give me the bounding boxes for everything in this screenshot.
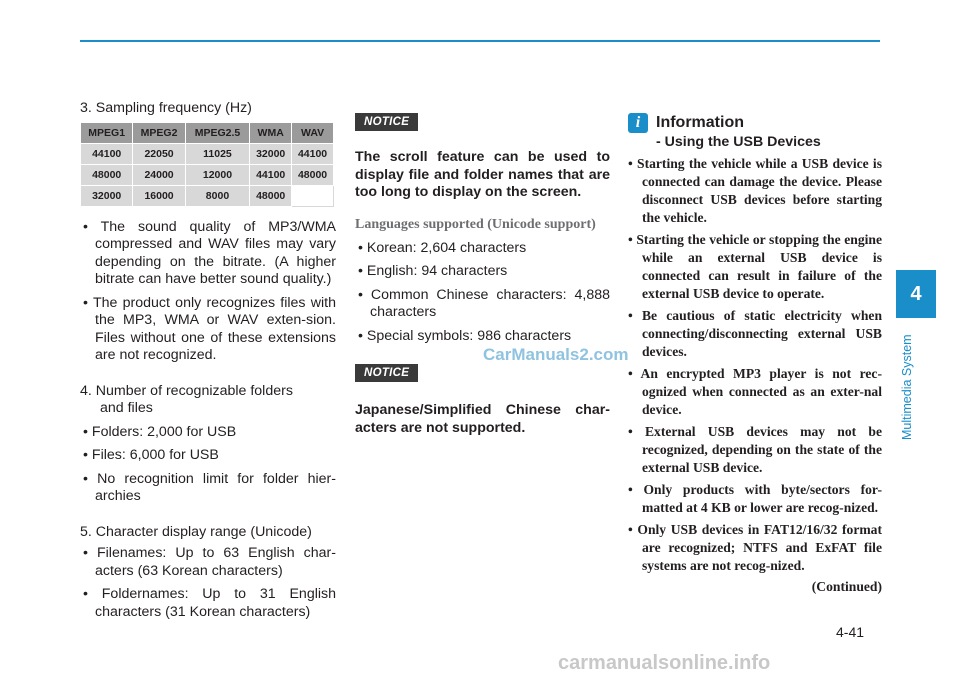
table-cell: 32000 [250, 143, 292, 164]
folders-heading-line1: 4. Number of recognizable folders [80, 382, 293, 399]
info-item: • Only products with byte/sectors for-matted at 4 KB or lower are recog-nized. [628, 482, 882, 515]
language-item: • Korean: 2,604 characters [358, 239, 527, 256]
table-cell: 16000 [133, 185, 185, 206]
filenames-bullet: • Filenames: Up to 63 English char-acters (63 Korean characters) [83, 545, 336, 579]
table-row [81, 143, 334, 164]
hierarchy-bullet: • No recognition limit for folder hier-archies [83, 470, 336, 504]
table-cell: 48000 [81, 164, 133, 185]
table-row [81, 185, 334, 206]
language-item: • Special symbols: 986 characters [358, 327, 572, 344]
table-header-row [81, 122, 334, 143]
table-header: MPEG1 [81, 122, 133, 143]
table-cell: 48000 [292, 164, 334, 185]
table-cell: 44100 [250, 164, 292, 185]
continued-label: (Continued) [811, 579, 882, 594]
scroll-notice-text: The scroll feature can be used to display file and folder names that are too long to display on the screen. [355, 149, 610, 200]
chapter-label: Multimedia System [900, 334, 914, 440]
table-cell: 11025 [185, 143, 250, 164]
foldernames-bullet: • Foldernames: Up to 31 English characters (31 Korean characters) [83, 586, 336, 620]
table-cell: 22050 [133, 143, 185, 164]
table-header: WMA [250, 122, 292, 143]
page-number: 4-41 [836, 624, 865, 640]
table-cell: 32000 [81, 185, 133, 206]
files-bullet: • Files: 6,000 for USB [83, 447, 219, 463]
table-header: MPEG2 [133, 122, 185, 143]
table-cell: 44100 [81, 143, 133, 164]
extension-bullet: • The product only recognizes files with the MP3, WMA or WAV exten-sion. Files without one of these extensions are not recognized. [83, 294, 336, 363]
info-header [628, 113, 882, 133]
notice-badge: NOTICE [355, 113, 418, 131]
notice-badge-2: NOTICE [355, 364, 418, 382]
info-subtitle: - Using the USB Devices [656, 134, 821, 150]
folders-heading [80, 383, 336, 418]
table-cell: 48000 [250, 185, 292, 206]
info-item: • Be cautious of static electricity when connecting/disconnecting external USB devices. [628, 308, 882, 359]
top-rule [80, 40, 880, 42]
table-row [81, 164, 334, 185]
sampling-table [80, 122, 334, 207]
column-3 [628, 113, 882, 595]
watermark: CarManuals2.com [483, 345, 629, 364]
info-item: • Only USB devices in FAT12/16/32 format are recognized; NTFS and ExFAT file systems are not recog-nized. [628, 522, 882, 573]
column-1 [80, 100, 336, 621]
language-item: • Common Chinese characters: 4,888 characters [358, 286, 610, 320]
footer-site-watermark: carmanualsonline.info [558, 652, 771, 674]
table-header: WAV [292, 122, 334, 143]
char-range-heading: 5. Character display range (Unicode) [80, 523, 312, 540]
info-item: • An encrypted MP3 player is not rec-ognized when connected as an exter-nal device. [628, 366, 882, 417]
table-cell: 12000 [185, 164, 250, 185]
table-cell: 44100 [292, 143, 334, 164]
table-cell: 8000 [185, 185, 250, 206]
info-item: • External USB devices may not be recognized, depending on the state of the external USB device. [628, 424, 882, 475]
bitrate-bullet: • The sound quality of MP3/WMA compressed and WAV files may vary depending on the bitrate. (A higher bitrate can have better sound quality.) [83, 218, 336, 287]
sampling-heading: 3. Sampling frequency (Hz) [80, 100, 252, 116]
folders-bullet: • Folders: 2,000 for USB [83, 423, 237, 440]
info-icon: i [628, 113, 648, 133]
table-header: MPEG2.5 [185, 122, 250, 143]
info-title: Information [656, 114, 744, 131]
info-item: • Starting the vehicle while a USB device is connected can damage the device. Please disconnect USB devices before starting the vehicle. [628, 156, 882, 225]
languages-heading: Languages supported (Unicode support) [355, 216, 596, 232]
japanese-notice-text: Japanese/Simplified Chinese char-acters are not supported. [355, 402, 610, 436]
chapter-tab: 4 [896, 270, 936, 318]
column-2 [355, 112, 610, 437]
language-item: • English: 94 characters [358, 263, 508, 279]
table-cell-empty [292, 185, 334, 206]
info-item: • Starting the vehicle or stopping the engine while an external USB device is connected can result in failure of the external USB device to operate. [628, 232, 882, 301]
table-cell: 24000 [133, 164, 185, 185]
folders-heading-line2: and files [100, 400, 153, 416]
